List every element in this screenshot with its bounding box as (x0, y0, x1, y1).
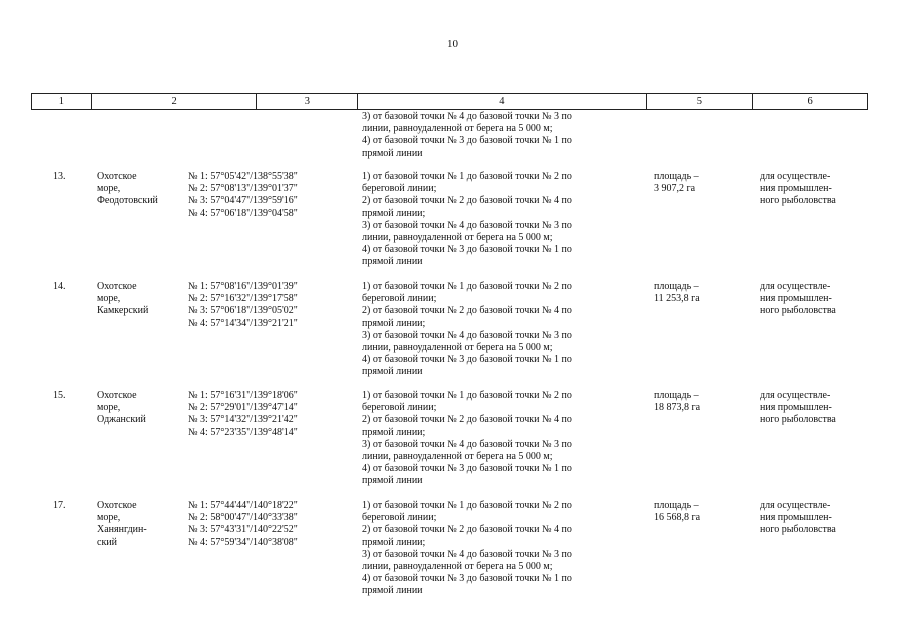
coordinates-cell: № 1: 57°08'16"/139°01'39" № 2: 57°16'32"/139°17'58" № 3: 57°06'18"/139°05'02" № 4: 57°14'34"/139°21'21" (188, 281, 298, 329)
row-number: 13. (53, 171, 66, 182)
boundaries-cell: 1) от базовой точки № 1 до базовой точки № 2 по береговой линии; 2) от базовой точки № 2 до базовой точки № 4 по прямой линии; 3) от базовой точки № 4 до базовой точки № 3 по линии, равноудаленной от берега на 5 000 м; 4) от базовой точки № 3 до базовой точки № 1 по прямой линии (362, 500, 572, 597)
header-col-2: 2 (92, 94, 258, 109)
area-name: Охотское море, Феодотовский (97, 171, 158, 207)
coordinates-cell: № 1: 57°05'42"/138°55'38" № 2: 57°08'13"/139°01'37" № 3: 57°04'47"/139°59'16" № 4: 57°06'18"/139°04'58" (188, 171, 298, 219)
area-name: Охотское море, Оджанский (97, 390, 146, 426)
area-name: Охотское море, Камкерский (97, 281, 149, 317)
coordinates-cell: № 1: 57°44'44"/140°18'22" № 2: 58°00'47"/140°33'38" № 3: 57°43'31"/140°22'52" № 4: 57°59'34"/140°38'08" (188, 500, 298, 548)
page-number: 10 (447, 38, 458, 50)
header-col-5: 5 (647, 94, 754, 109)
row-number: 17. (53, 500, 66, 511)
boundaries-cell: 3) от базовой точки № 4 до базовой точки № 3 по линии, равноудаленной от берега на 5 000 м; 4) от базовой точки № 3 до базовой точки № 1 по прямой линии (362, 111, 572, 159)
header-col-3: 3 (257, 94, 358, 109)
area-name: Охотское море, Ханянгдин- ский (97, 500, 147, 548)
purpose-cell: для осуществле- ния промышлен- ного рыболовства (760, 500, 836, 536)
area-size: площадь – 18 873,8 га (654, 390, 701, 414)
header-col-4: 4 (358, 94, 646, 109)
coordinates-cell: № 1: 57°16'31"/139°18'06" № 2: 57°29'01"/139°47'14" № 3: 57°14'32"/139°21'42" № 4: 57°23'35"/139°48'14" (188, 390, 298, 438)
boundaries-cell: 1) от базовой точки № 1 до базовой точки № 2 по береговой линии; 2) от базовой точки № 2 до базовой точки № 4 по прямой линии; 3) от базовой точки № 4 до базовой точки № 3 по линии, равноудаленной от берега на 5 000 м; 4) от базовой точки № 3 до базовой точки № 1 по прямой линии (362, 171, 572, 268)
purpose-cell: для осуществле- ния промышлен- ного рыболовства (760, 171, 836, 207)
row-number: 15. (53, 390, 66, 401)
boundaries-cell: 1) от базовой точки № 1 до базовой точки № 2 по береговой линии; 2) от базовой точки № 2 до базовой точки № 4 по прямой линии; 3) от базовой точки № 4 до базовой точки № 3 по линии, равноудаленной от берега на 5 000 м; 4) от базовой точки № 3 до базовой точки № 1 по прямой линии (362, 390, 572, 487)
area-size: площадь – 3 907,2 га (654, 171, 699, 195)
boundaries-cell: 1) от базовой точки № 1 до базовой точки № 2 по береговой линии; 2) от базовой точки № 2 до базовой точки № 4 по прямой линии; 3) от базовой точки № 4 до базовой точки № 3 по линии, равноудаленной от берега на 5 000 м; 4) от базовой точки № 3 до базовой точки № 1 по прямой линии (362, 281, 572, 378)
row-number: 14. (53, 281, 66, 292)
table-header (31, 93, 868, 110)
purpose-cell: для осуществле- ния промышлен- ного рыболовства (760, 281, 836, 317)
area-size: площадь – 16 568,8 га (654, 500, 701, 524)
area-size: площадь – 11 253,8 га (654, 281, 700, 305)
header-col-1: 1 (32, 94, 92, 109)
purpose-cell: для осуществле- ния промышлен- ного рыболовства (760, 390, 836, 426)
header-col-6: 6 (807, 96, 813, 107)
